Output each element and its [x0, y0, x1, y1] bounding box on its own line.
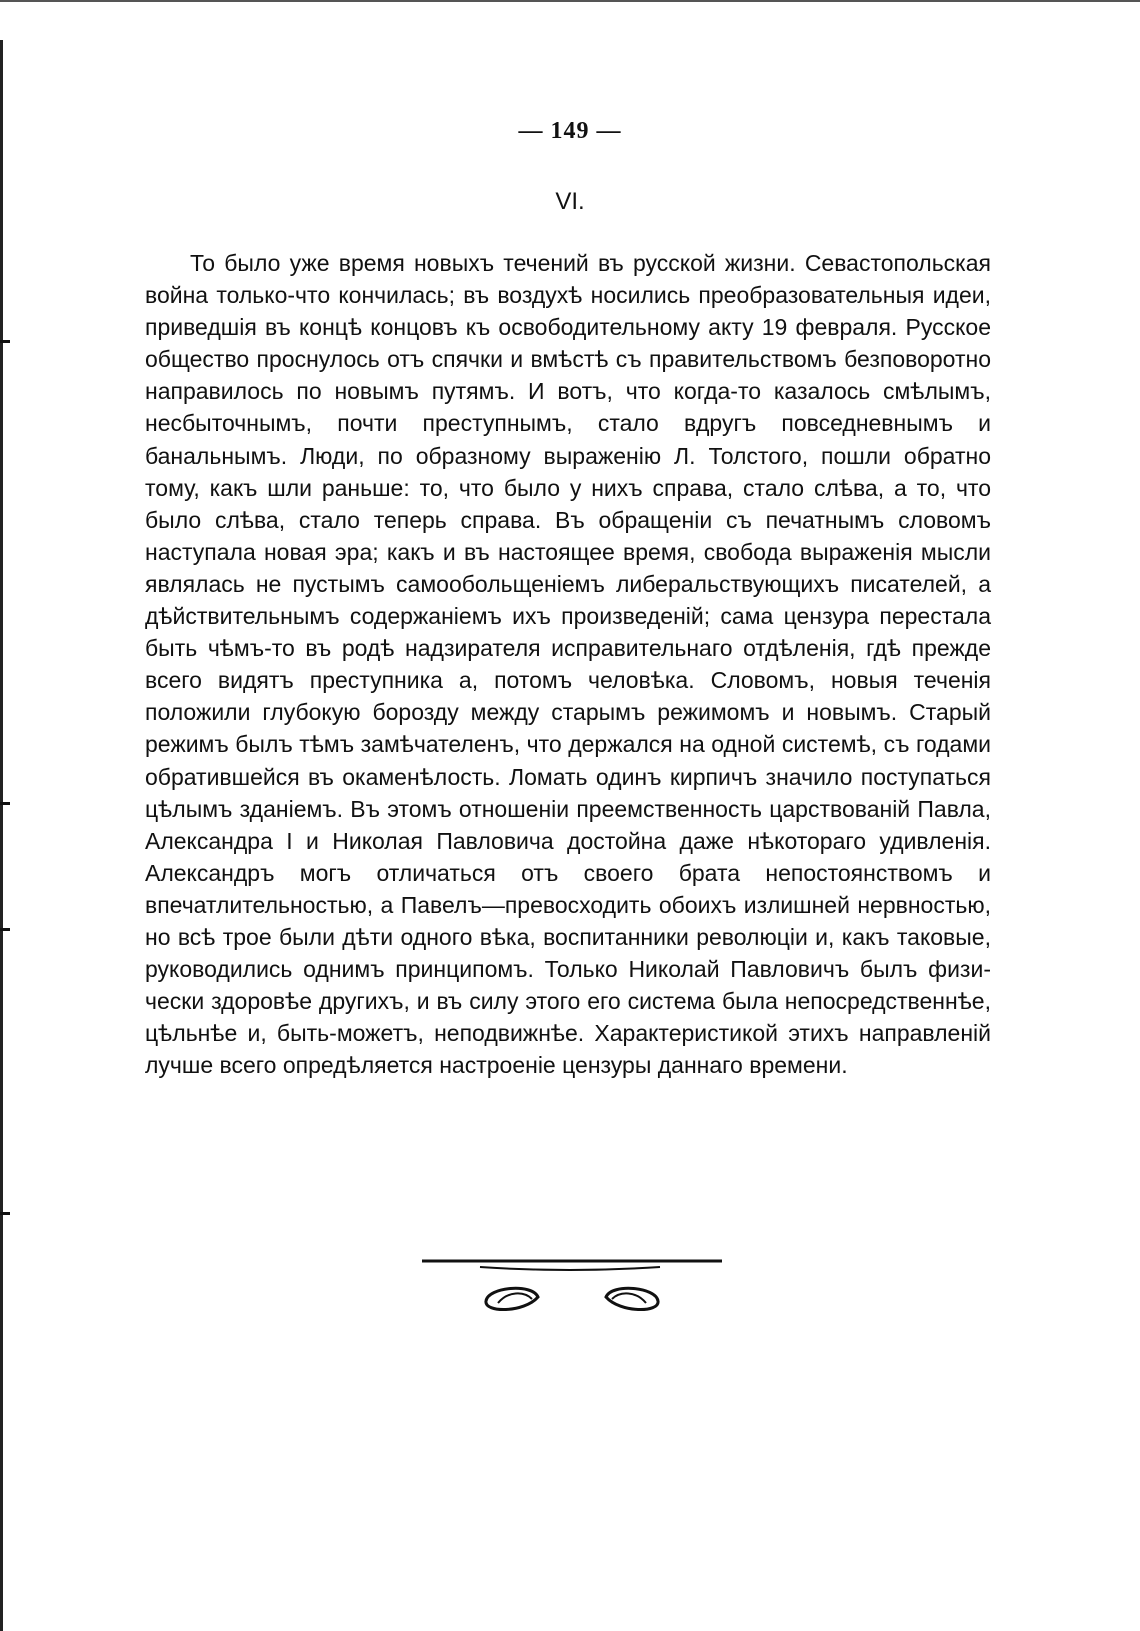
scan-top-edge [0, 0, 1140, 2]
edge-tick-mark [0, 1212, 10, 1215]
edge-tick-mark [0, 802, 10, 805]
chapter-heading: VI. [555, 188, 585, 215]
scan-left-edge [0, 40, 3, 1631]
page-number: — 149 — [518, 118, 622, 144]
body-paragraph: То было уже время новыхъ течений въ русской жизни. Севастопольская война только-что кончилась; въ воздухѣ носились преобразовательныя идеи, приведшiя въ концѣ концовъ къ освободительному акту 19 февраля. Русское общество проснулось отъ спячки и вмѣстѣ съ правительствомъ безповоротно направилось по новымъ путямъ. И вотъ, что когда-то казалось смѣлымъ, несбыточнымъ, почти преступнымъ, стало вдругъ повседневнымъ и банальнымъ. Люди, по образному выраженiю Л. Толстого, пошли обратно тому, какъ шли раньше: то, что было у нихъ справа, стало слѣва, а то, что было слѣва, стало теперь справа. Въ обращенiи съ печатнымъ словомъ наступала новая эра; какъ и въ настоящее время, свобода выраженiя мысли являлась не пустымъ самообольщенiемъ либеральствующихъ писателей, а дѣйствительнымъ содержанiемъ ихъ произведенiй; сама цензура перестала быть чѣмъ-то въ родѣ надзирателя исправительнаго отдѣленiя, гдѣ прежде всего видятъ преступника а, потомъ человѣка. Словомъ, новыя теченiя положили глубокую борозду между старымъ режимомъ и новымъ. Старый режимъ былъ тѣмъ замѣчателенъ, что держался на одной системѣ, съ годами обратившейся въ окаменѣлость. Ломать одинъ кирпичъ значило поступаться цѣлымъ зданiемъ. Въ этомъ отношенiи преемственность царствованiй Павла, Александра I и Николая Павловича достойна даже нѣкотораго удивленiя. Александръ могъ отличаться отъ своего брата непостоянствомъ и впечатлительностью, а Павелъ—превосходить обоихъ излишней нервностью, но всѣ трое были дѣти одного вѣка, воспитанники революцiи и, какъ таковые, руководились однимъ принципомъ. Только Николай Павловичъ былъ физически здоровѣе другихъ, и въ силу этого его система была непосредственнѣе, цѣльнѣе и, быть-можетъ, неподвижнѣе. Характеристикой этихъ направленiй лучше всего опредѣляется настроенiе цензуры даннаго времени. [145, 250, 991, 1079]
edge-tick-mark [0, 340, 10, 343]
scroll-ornament-icon [420, 1257, 724, 1315]
edge-tick-mark [0, 928, 10, 931]
